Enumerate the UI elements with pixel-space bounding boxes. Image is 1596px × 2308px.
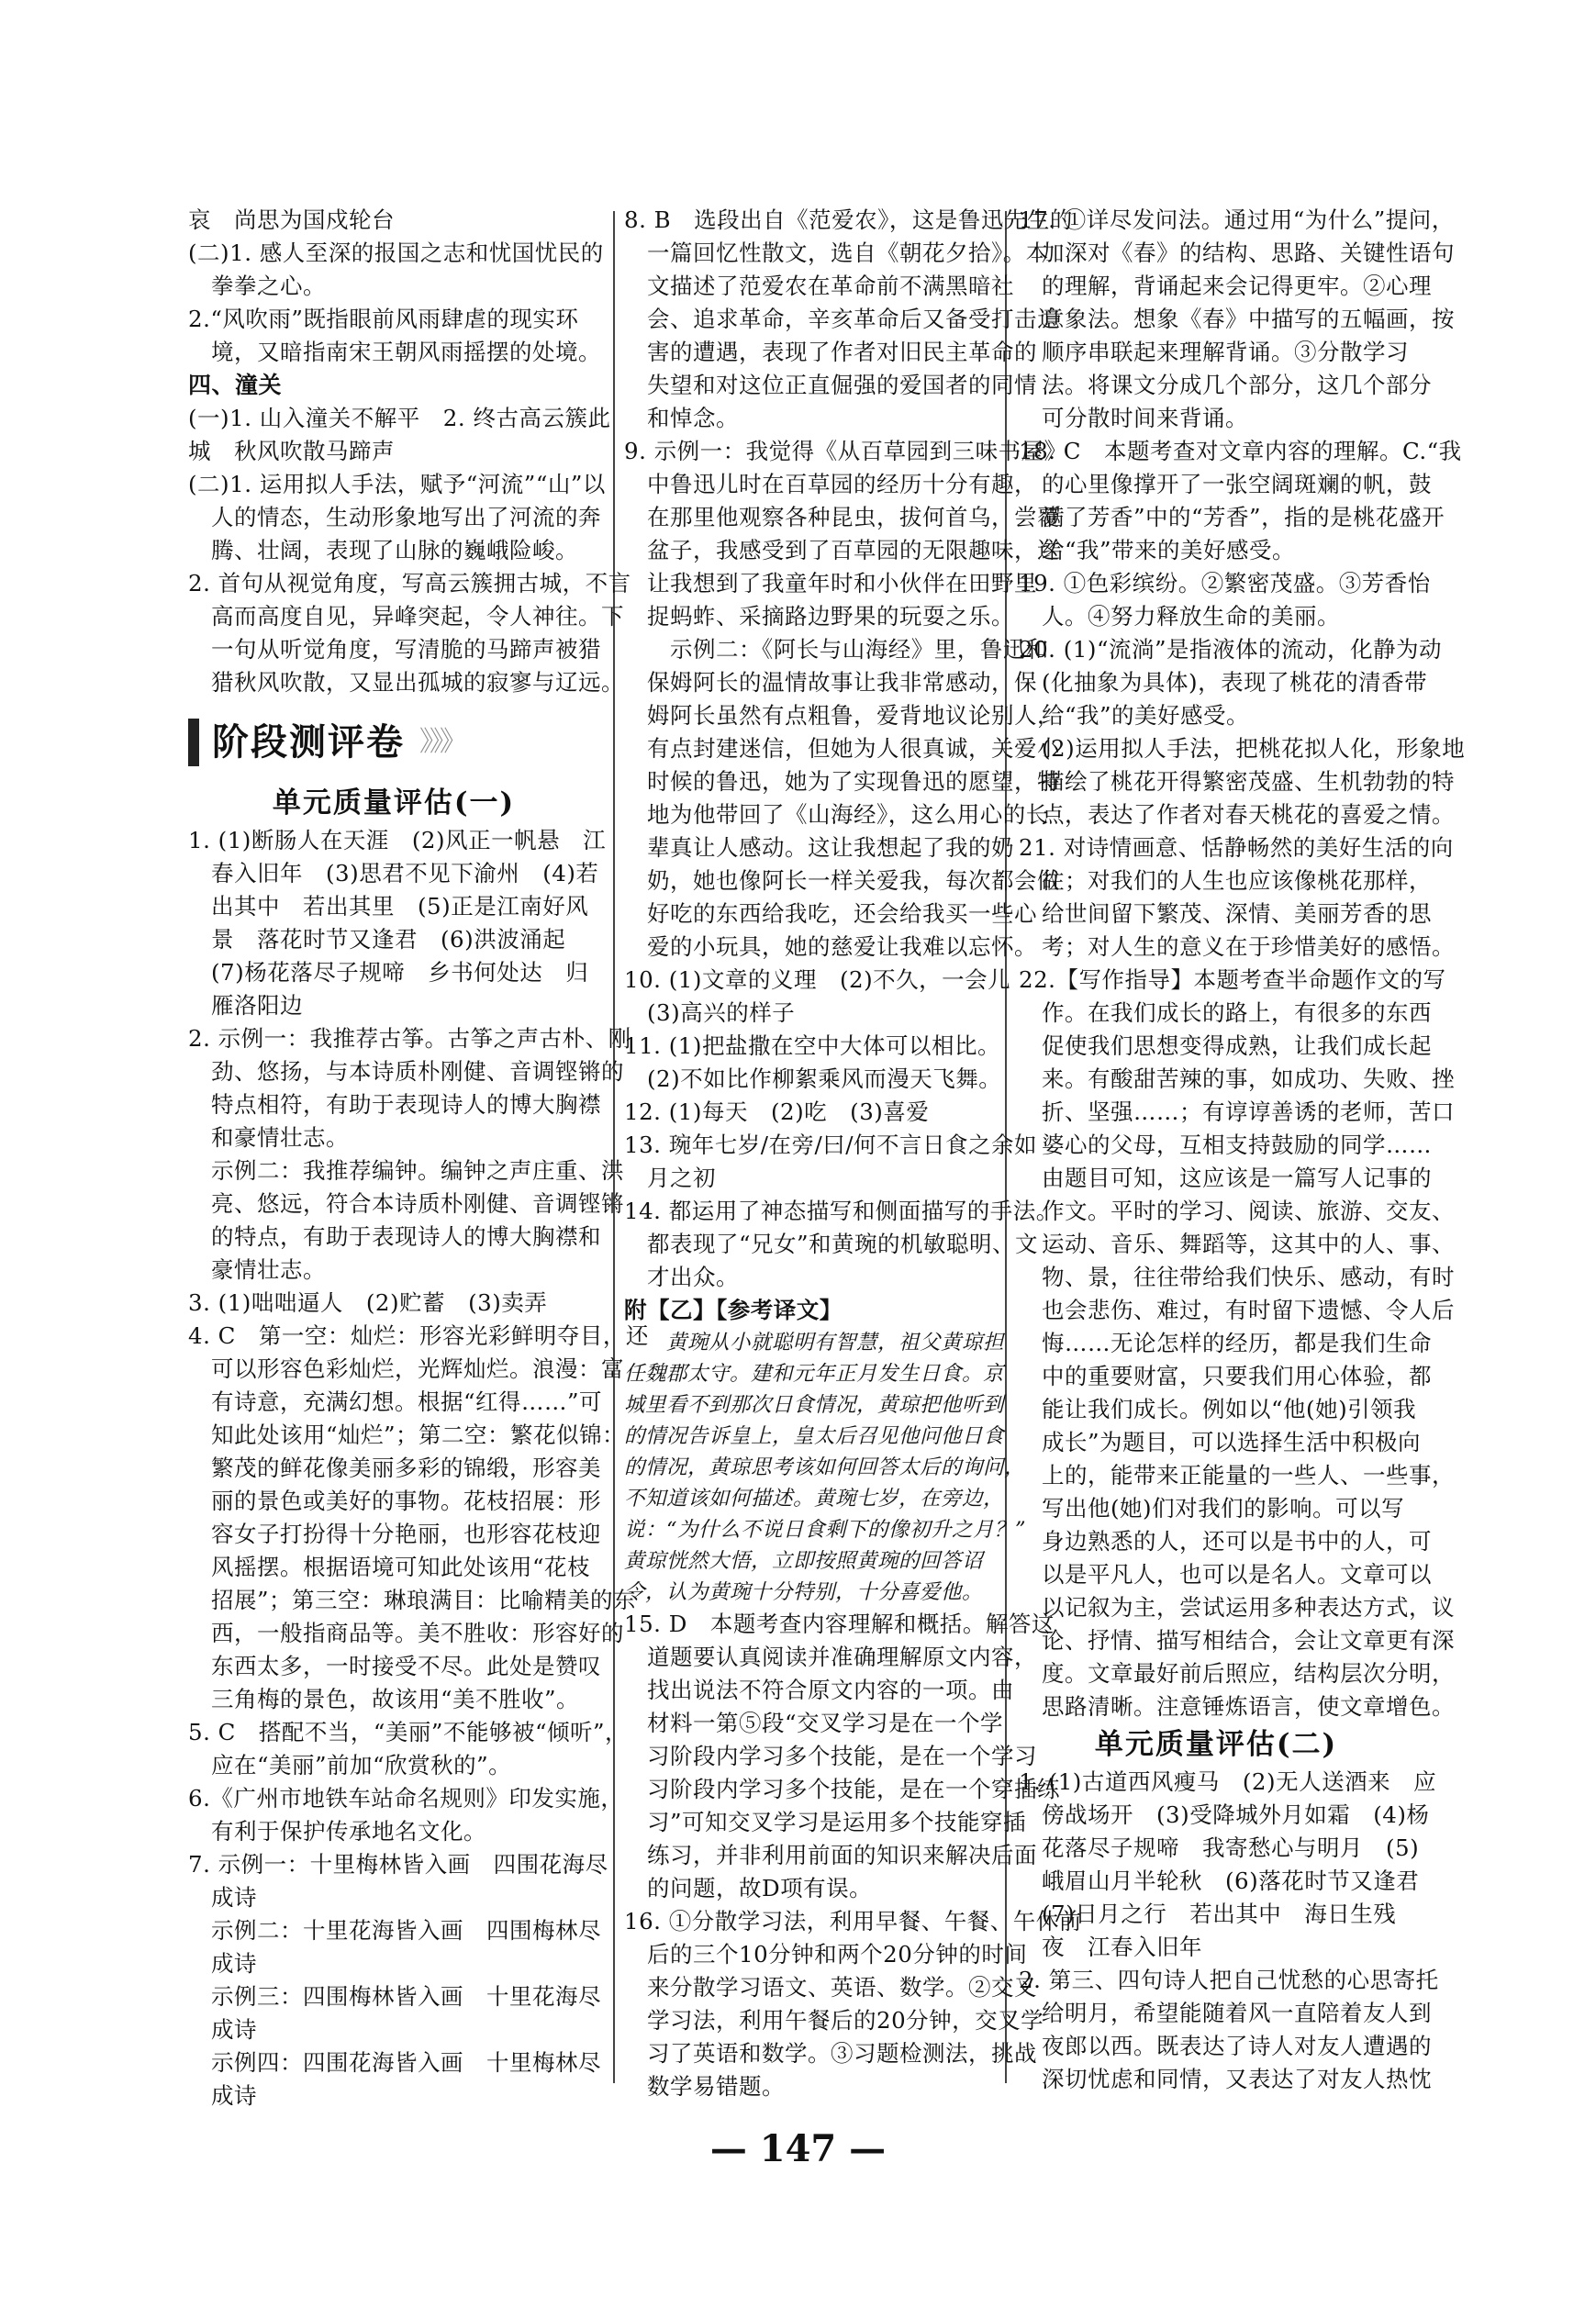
unit2-title: 单元质量评估(二) <box>1094 1728 1338 1761</box>
text-line: 1. (1)断肠人在天涯 (2)风正一帆悬 江 <box>188 827 607 853</box>
text-line: (化抽象为具体)，表现了桃花的清香带 <box>1019 669 1428 696</box>
column-right <box>1019 204 1466 2096</box>
text-line: 雁洛阳边 <box>188 992 303 1019</box>
text-line: 峨眉山月半轮秋 (6)落花时节又逢君 <box>1019 1868 1420 1894</box>
text-line: 2. 首句从视觉角度，写高云簇拥古城，不言 <box>188 570 631 597</box>
text-line: 示例二：我推荐编钟。编钟之声庄重、洪 <box>188 1157 624 1184</box>
text-line: 夜 江春入旧年 <box>1019 1934 1202 1960</box>
translation-block <box>624 1327 1027 1608</box>
text-line: 描绘了桃花开得繁密茂盛、生机勃勃的特 <box>1019 768 1455 795</box>
text-line: 示例四：四围花海皆入画 十里梅林尽 <box>188 2049 601 2076</box>
text-line: 出其中 若出其里 (5)正是江南好风 <box>188 893 589 920</box>
text-line: 拳拳之心。 <box>188 273 326 299</box>
text-line: 黄琬从小就聪明有智慧，祖父黄琼担 <box>624 1331 1005 1355</box>
text-line: 哀 尚思为国戍轮台 <box>188 206 395 233</box>
text-line: 劲、悠扬，与本诗质朴刚健、音调铿锵的 <box>188 1058 624 1085</box>
text-line: (7)杨花落尽子规啼 乡书何处达 归 <box>188 959 589 986</box>
text-line: 道题要认真阅读并准确理解原文内容， <box>624 1644 1037 1670</box>
text-line: 风摇摆。根据语境可知此处该用“花枝 <box>188 1554 591 1580</box>
appendix-heading: 附【乙】【参考译文】 <box>624 1297 843 1323</box>
text-line: 成诗 <box>188 1950 257 1977</box>
text-line: 地为他带回了《山海经》，这么用心的长 <box>624 801 1049 828</box>
text-line: 奶，她也像阿长一样关爱我，每次都会做 <box>624 867 1060 894</box>
text-line: 成诗 <box>188 2016 257 2043</box>
text-line: 习”可知交叉学习是运用多个技能穿插 <box>624 1809 1027 1835</box>
text-line: 好吃的东西给我吃，还会给我买一些心 <box>624 900 1037 927</box>
text-line: 都表现了“兄女”和黄琬的机敏聪明、文 <box>624 1231 1039 1257</box>
text-line: 爱的小玩具，她的慈爱让我难以忘怀。 <box>624 933 1037 960</box>
text-line: 点，表达了作者对春天桃花的喜爱之情。 <box>1019 801 1455 828</box>
text-line: 7. 示例一：十里梅林皆入画 四围花海尽 <box>188 1851 608 1878</box>
lines-col1-c <box>188 824 649 2113</box>
text-line: 的理解，背诵起来会记得更牢。②心理 <box>1019 273 1432 299</box>
text-line: 给明月，希望能随着风一直陪着友人到 <box>1019 2000 1432 2026</box>
column-left <box>188 204 649 2113</box>
text-line: (二)1. 运用拟人手法，赋予“河流”“山”以 <box>188 471 606 497</box>
text-line: 以记叙为主，尝试运用多种表达方式，议 <box>1019 1594 1455 1621</box>
text-line: 示例二：《阿长与山海经》里，鲁迅和 <box>624 636 1049 663</box>
stage-test-banner <box>188 712 599 773</box>
text-line: 给世间留下繁茂、深情、美丽芳香的思 <box>1019 900 1432 927</box>
text-line: (二)1. 感人至深的报国之志和忧国忧民的 <box>188 240 604 266</box>
text-line: 2. 第三、四句诗人把自己忧愁的心思寄托 <box>1019 1967 1439 1993</box>
text-line: 容女子打扮得十分艳丽，也形容花枝迎 <box>188 1521 601 1547</box>
text-line: 上的，能带来正能量的一些人、一些事， <box>1019 1462 1455 1488</box>
text-line: 6.《广州市地铁车站命名规则》印发实施， <box>188 1785 624 1812</box>
column-middle <box>624 204 1082 2103</box>
text-line: 应在“美丽”前加“欣赏秋的”。 <box>188 1752 512 1778</box>
text-line: 示例三：四围梅林皆入画 十里花海尽 <box>188 1983 601 2010</box>
text-line: 的情况告诉皇上，皇太后召见他问他日食 <box>624 1424 1005 1448</box>
text-line: 2.“风吹雨”既指眼前风雨肆虐的现实环 <box>188 306 579 332</box>
text-line: 中的重要财富，只要我们用心体验，都 <box>1019 1363 1432 1389</box>
text-line: 11. (1)把盐撒在空中大体可以相比。 <box>624 1032 1000 1059</box>
page-number: — 147 — <box>709 2127 887 2170</box>
text-line: 深切忧虑和同情，又表达了对友人热忱 <box>1019 2066 1432 2092</box>
text-line: 顺序串联起来理解背诵。③分散学习 <box>1019 339 1409 365</box>
text-line: 东西太多，一时接受不尽。此处是赞叹 <box>188 1653 601 1679</box>
text-line: 以是平凡人，也可以是名人。文章可以 <box>1019 1561 1432 1588</box>
text-line: 找出说法不符合原文内容的一项。由 <box>624 1677 1014 1703</box>
text-line: 文描述了范爱农在革命前不满黑暗社 <box>624 273 1014 299</box>
text-line: 18. C 本题考查对文章内容的理解。C.“我 <box>1019 438 1462 464</box>
text-line: 也会悲伤、难过，有时留下遗憾、令人后 <box>1019 1297 1455 1323</box>
text-line: 时候的鲁迅，她为了实现鲁迅的愿望，特 <box>624 768 1060 795</box>
text-line: 3. (1)咄咄逼人 (2)贮蓄 (3)卖弄 <box>188 1289 548 1316</box>
text-line: 考；对人生的意义在于珍惜美好的感悟。 <box>1019 933 1455 960</box>
text-line: 22.【写作指导】本题考查半命题作文的写 <box>1019 966 1446 993</box>
text-line: 来分散学习语文、英语、数学。②交叉 <box>624 1974 1037 2001</box>
text-line: 学习法，利用午餐后的20分钟，交叉学 <box>624 2007 1044 2034</box>
text-line: 月之初 <box>624 1165 716 1191</box>
text-line: 会、追求革命，辛亥革命后又备受打击迫 <box>624 306 1060 332</box>
text-line: 悔……无论怎样的经历，都是我们生命 <box>1019 1330 1432 1356</box>
text-line: 9. 示例一：我觉得《从百草园到三味书屋》 <box>624 438 1067 464</box>
text-line: 后的三个10分钟和两个20分钟的时间 <box>624 1941 1028 1968</box>
text-line: 让我想到了我童年时和小伙伴在田野里 <box>624 570 1037 597</box>
text-line: 的特点，有助于表现诗人的博大胸襟和 <box>188 1223 601 1250</box>
text-line: 20. (1)“流淌”是指液体的流动，化静为动 <box>1019 636 1443 663</box>
text-line: 4. C 第一空：灿烂：形容光彩鲜明夺目，还 <box>188 1322 649 1349</box>
text-line: (7)日月之行 若出其中 海日生残 <box>1019 1901 1397 1927</box>
lines-col2-a <box>624 204 1073 1294</box>
text-line: 折、坚强……；有谆谆善诱的老师，苦口 <box>1019 1098 1455 1125</box>
text-line: 三角梅的景色，故该用“美不胜收”。 <box>188 1686 580 1712</box>
text-line: 2. 示例一：我推荐古筝。古筝之声古朴、刚 <box>188 1025 631 1052</box>
text-line: 论、抒情、描写相结合，会让文章更有深 <box>1019 1627 1455 1654</box>
text-line: 知此处该用“灿烂”；第二空：繁花似锦： <box>188 1422 626 1448</box>
text-line: 10. (1)文章的义理 (2)不久，一会儿 <box>624 966 1011 993</box>
text-line: 有利于保护传承地名文化。 <box>188 1818 486 1845</box>
text-line: 促使我们思想变得成熟，让我们成长起 <box>1019 1032 1432 1059</box>
text-line: 丽的景色或美好的事物。花枝招展：形 <box>188 1488 601 1514</box>
text-line: 高而高度自见，异峰突起，令人神往。下 <box>188 603 624 630</box>
text-line: 景 落花时节又逢君 (6)洪波涌起 <box>188 926 566 953</box>
text-line: 才出众。 <box>624 1264 739 1290</box>
text-line: 和悼念。 <box>624 405 739 431</box>
text-line: 婆心的父母，互相支持鼓励的同学…… <box>1019 1132 1432 1158</box>
text-line: 19. ①色彩缤纷。②繁密茂盛。③芳香怡 <box>1019 570 1431 597</box>
text-line: 招展”；第三空：琳琅满目：比喻精美的东 <box>188 1587 637 1613</box>
text-line: 度。文章最好前后照应，结构层次分明， <box>1019 1660 1455 1687</box>
lines-col1-a <box>188 204 604 369</box>
text-line: 习阶段内学习多个技能，是在一个学习 <box>624 1743 1037 1769</box>
text-line: 花落尽子规啼 我寄愁心与明月 (5) <box>1019 1834 1420 1861</box>
lines-col2-b <box>624 1608 1082 2103</box>
text-line: 西，一般指商品等。美不胜收：形容好的 <box>188 1620 624 1646</box>
text-line: 身边熟悉的人，还可以是书中的人，可 <box>1019 1528 1432 1555</box>
text-line: 不知道该如何描述。黄琬七岁，在旁边， <box>624 1487 1005 1511</box>
text-line: 习阶段内学习多个技能，是在一个穿插练 <box>624 1776 1060 1802</box>
text-line: 城里看不到那次日食情况，黄琼把他听到 <box>624 1393 1005 1417</box>
text-line: 物、景，往往带给我们快乐、感动，有时 <box>1019 1264 1455 1290</box>
text-line: 姆阿长虽然有点粗鲁，爱背地议论别人， <box>624 702 1060 729</box>
text-line: 境，又暗指南宋王朝风雨摇摆的处境。 <box>188 339 601 365</box>
text-line: 13. 琬年七岁/在旁/曰/何不言日食之余如 <box>624 1132 1038 1158</box>
text-line: 加深对《春》的结构、思路、关键性语句 <box>1019 240 1455 266</box>
text-line: 成诗 <box>188 1884 257 1911</box>
unit1-title: 单元质量评估(一) <box>272 786 516 820</box>
text-line: 14. 都运用了神态描写和侧面描写的手法。 <box>624 1198 1059 1224</box>
text-line: 给“我”带来的美好感受。 <box>1019 537 1296 563</box>
text-line: (一)1. 山入潼关不解平 2. 终古高云簇此 <box>188 405 611 431</box>
text-line: 保姆阿长的温情故事让我非常感动，保 <box>624 669 1037 696</box>
text-line: (2)不如比作柳絮乘风而漫天飞舞。 <box>624 1065 1002 1092</box>
text-line: 练习，并非利用前面的知识来解决后面 <box>624 1842 1037 1868</box>
text-line: 夜郎以西。既表达了诗人对友人遭遇的 <box>1019 2033 1432 2059</box>
text-line: 人的情态，生动形象地写出了河流的奔 <box>188 504 601 530</box>
banner-arrows-icon: 》》》 <box>419 726 463 758</box>
text-line: 写出他(她)们对我们的影响。可以写 <box>1019 1495 1405 1522</box>
text-line: 15. D 本题考查内容理解和概括。解答这 <box>624 1611 1055 1637</box>
text-line: 豪情壮志。 <box>188 1256 326 1283</box>
text-line: 一句从听觉角度，写清脆的马蹄声被猎 <box>188 636 601 663</box>
text-line: 16. ①分散学习法，利用早餐、午餐、午休前 <box>624 1908 1082 1934</box>
text-line: 黄琼恍然大悟，立即按照黄琬的回答诏 <box>624 1549 984 1573</box>
text-line: 捉蚂蚱、采摘路边野果的玩耍之乐。 <box>624 603 1014 630</box>
text-line: 和豪情壮志。 <box>188 1124 349 1151</box>
text-line: 失望和对这位正直倔强的爱国者的同情 <box>624 372 1037 398</box>
banner-title: 阶段测评卷 <box>212 721 405 764</box>
text-line: 腾、壮阔，表现了山脉的巍峨险峻。 <box>188 537 578 563</box>
text-line: 春入旧年 (3)思君不见下渝州 (4)若 <box>188 860 599 886</box>
text-line: 猎秋风吹散，又显出孤城的寂寥与辽远。 <box>188 669 624 696</box>
text-line: 意象法。想象《春》中描写的五幅画，按 <box>1019 306 1455 332</box>
text-line: 给“我”的美好感受。 <box>1019 702 1250 729</box>
text-line: 的情况，黄琼思考该如何回答太后的询问， <box>624 1455 1026 1479</box>
text-line: 的心里像撑开了一张空阔斑斓的帆，鼓 <box>1019 471 1432 497</box>
text-line: 往；对我们的人生也应该像桃花那样， <box>1019 867 1432 894</box>
text-line: 有诗意，充满幻想。根据“红得……”可 <box>188 1388 603 1415</box>
text-line: 令，认为黄琬十分特别，十分喜爱他。 <box>624 1580 984 1604</box>
text-line: 能让我们成长。例如以“他(她)引领我 <box>1019 1396 1417 1422</box>
text-line: 示例二：十里花海皆入画 四围梅林尽 <box>188 1917 601 1944</box>
lines-col1-b <box>188 402 631 699</box>
text-line: 辈真让人感动。这让我想起了我的奶 <box>624 834 1014 861</box>
text-line: 人。④努力释放生命的美丽。 <box>1019 603 1340 630</box>
text-line: 任魏郡太守。建和元年正月发生日食。京 <box>624 1362 1005 1386</box>
text-line: 害的遭遇，表现了作者对旧民主革命的 <box>624 339 1037 365</box>
text-line: 材料一第⑤段“交叉学习是在一个学 <box>624 1710 1004 1736</box>
text-line: 繁茂的鲜花像美丽多彩的锦缎，形容美 <box>188 1455 601 1481</box>
text-line: 数学易错题。 <box>624 2073 785 2100</box>
lines-col3-a <box>1019 204 1466 1723</box>
text-line: 习了英语和数学。③习题检测法，挑战 <box>624 2040 1037 2067</box>
text-line: 运动、音乐、舞蹈等，这其中的人、事、 <box>1019 1231 1455 1257</box>
text-line: 有点封建迷信，但她为人很真诚，关爱小 <box>624 735 1060 762</box>
text-line: 成长”为题目，可以选择生活中积极向 <box>1019 1429 1422 1455</box>
text-line: 8. B 选段出自《范爱农》，这是鲁迅先生的 <box>624 206 1073 233</box>
text-line: 21. 对诗情画意、恬静畅然的美好生活的向 <box>1019 834 1454 861</box>
text-line: 思路清晰。注意锤炼语言，使文章增色。 <box>1019 1693 1455 1720</box>
text-line: 盆子，我感受到了百草园的无限趣味，这 <box>624 537 1060 563</box>
text-line: 法。将课文分成几个部分，这几个部分 <box>1019 372 1432 398</box>
banner-bar <box>188 719 199 766</box>
text-line: 可以形容色彩灿烂，光辉灿烂。浪漫：富 <box>188 1355 624 1382</box>
text-line: (2)运用拟人手法，把桃花拟人化，形象地 <box>1019 735 1466 762</box>
text-line: 12. (1)每天 (2)吃 (3)喜爱 <box>624 1098 930 1125</box>
text-line: 中鲁迅儿时在百草园的经历十分有趣， <box>624 471 1037 497</box>
text-line: 1. (1)古道西风瘦马 (2)无人送酒来 应 <box>1019 1768 1437 1795</box>
text-line: 傍战场开 (3)受降城外月如霜 (4)杨 <box>1019 1801 1430 1828</box>
text-line: 亮、悠远，符合本诗质朴刚健、音调铿锵 <box>188 1190 624 1217</box>
section-tongguan-heading: 四、潼关 <box>188 372 283 398</box>
text-line: 由题目可知，这应该是一篇写人记事的 <box>1019 1165 1432 1191</box>
lines-col3-b <box>1019 1766 1439 2096</box>
text-line: 满了芳香”中的“芳香”，指的是桃花盛开 <box>1019 504 1445 530</box>
text-line: 说：“为什么不说日食剩下的像初升之月？” <box>624 1518 1027 1542</box>
text-line: 特点相符，有助于表现诗人的博大胸襟 <box>188 1091 601 1118</box>
text-line: 可分散时间来背诵。 <box>1019 405 1248 431</box>
text-line: 来。有酸甜苦辣的事，如成功、失败、挫 <box>1019 1065 1455 1092</box>
text-line: (3)高兴的样子 <box>624 999 796 1026</box>
text-line: 城 秋风吹散马蹄声 <box>188 438 395 464</box>
text-line: 17. ①详尽发问法。通过用“为什么”提问， <box>1019 206 1455 233</box>
text-line: 的问题，故D项有误。 <box>624 1875 873 1901</box>
text-line: 作。在我们成长的路上，有很多的东西 <box>1019 999 1432 1026</box>
text-line: 成诗 <box>188 2082 257 2109</box>
text-line: 5. C 搭配不当，“美丽”不能够被“倾听”， <box>188 1719 629 1745</box>
text-line: 作文。平时的学习、阅读、旅游、交友、 <box>1019 1198 1455 1224</box>
text-line: 一篇回忆性散文，选自《朝花夕拾》。本 <box>624 240 1049 266</box>
text-line: 在那里他观察各种昆虫，拔何首乌，尝覆 <box>624 504 1060 530</box>
